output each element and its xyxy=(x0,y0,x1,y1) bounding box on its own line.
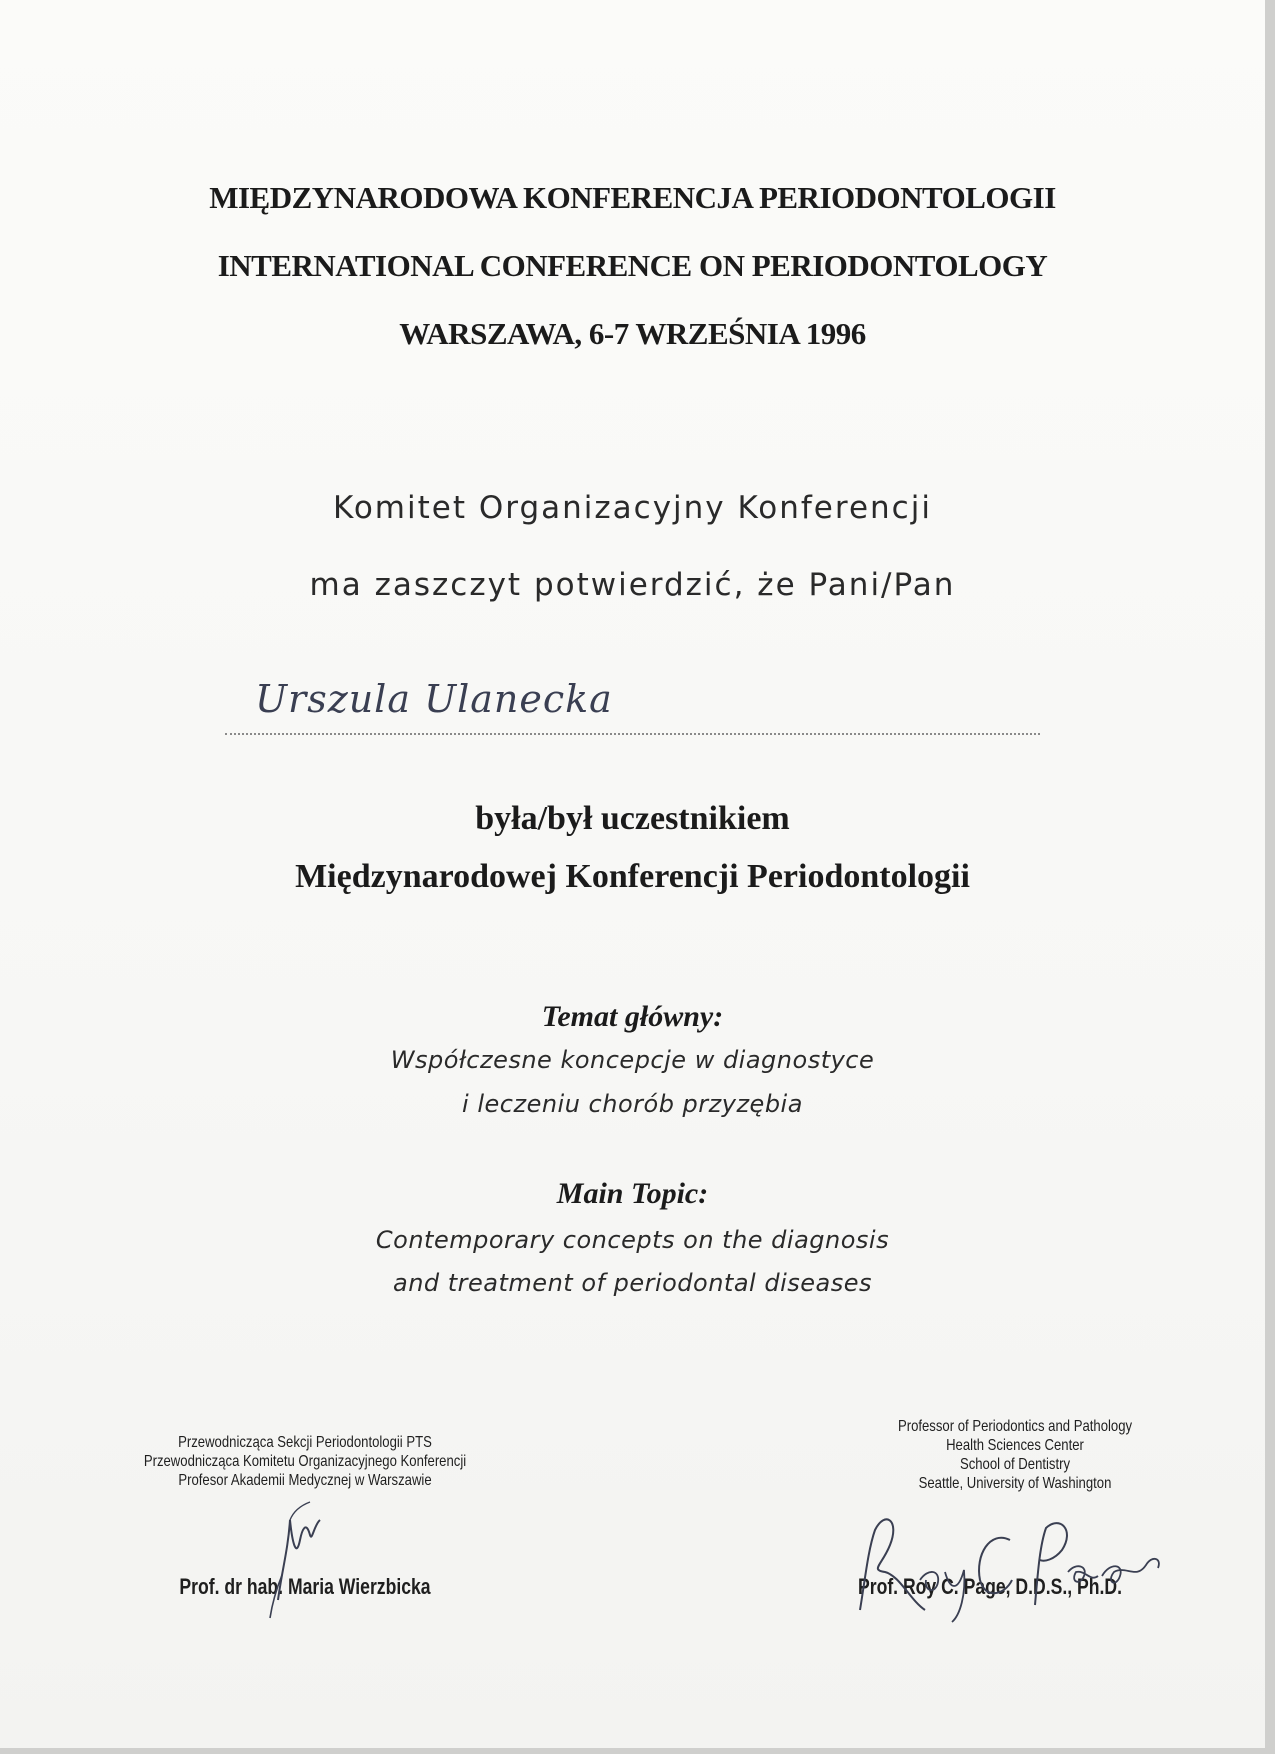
committee-line-1: Komitet Organizacyjny Konferencji xyxy=(333,490,932,526)
conference-title-pl: MIĘDZYNARODOWA KONFERENCJA PERIODONTOLOGII xyxy=(209,180,1056,215)
signature-right xyxy=(840,1510,1170,1630)
conference-name: Międzynarodowej Konferencji Periodontologii xyxy=(295,858,970,895)
topic-label-pl: Temat główny: xyxy=(541,1000,724,1033)
conference-date-place: WARSZAWA, 6-7 WRZEŚNIA 1996 xyxy=(399,316,866,351)
signatory-left-title-3: Profesor Akademii Medycznej w Warszawie xyxy=(178,1472,432,1489)
topic-text-pl-2: i leczeniu chorób przyzębia xyxy=(462,1090,803,1118)
topic-text-en-2: and treatment of periodontal diseases xyxy=(392,1269,872,1297)
signatory-right-title-1: Professor of Periodontics and Pathology xyxy=(897,1418,1133,1435)
signatory-right-name-block xyxy=(815,1574,1165,1600)
signatory-right-name: Prof. Roy C. Page, D.D.S., Ph.D. xyxy=(857,1574,1123,1599)
signatory-right xyxy=(810,1417,1220,1493)
participant-name: Urszula Ulanecka xyxy=(255,677,613,721)
signatory-right-title-4: Seattle, University of Washington xyxy=(918,1475,1112,1492)
signatory-left xyxy=(95,1433,515,1490)
committee-line-2: ma zaszczyt potwierdzić, że Pani/Pan xyxy=(309,567,956,603)
participant-status: była/był uczestnikiem xyxy=(475,800,790,837)
signatory-left-name: Prof. dr hab. Maria Wierzbicka xyxy=(179,1574,431,1599)
conference-title-en: INTERNATIONAL CONFERENCE ON PERIODONTOLOGY xyxy=(217,248,1048,283)
participant-name-line xyxy=(225,677,1040,735)
signatory-right-title-2: Health Sciences Center xyxy=(946,1437,1084,1454)
signatory-left-title-1: Przewodnicząca Sekcji Periodontologii PTS xyxy=(178,1434,432,1451)
scan-edge-bottom xyxy=(0,1748,1275,1754)
topic-label-en: Main Topic: xyxy=(556,1177,709,1210)
signatory-right-title-3: School of Dentistry xyxy=(959,1456,1071,1473)
scan-edge-right xyxy=(1265,0,1275,1754)
topic-text-en-1: Contemporary concepts on the diagnosis xyxy=(375,1226,890,1254)
signatory-left-name-block xyxy=(115,1574,495,1600)
signatory-left-title-2: Przewodnicząca Komitetu Organizacyjnego Konferencji xyxy=(143,1453,467,1470)
topic-text-pl-1: Współczesne koncepcje w diagnostyce xyxy=(390,1046,875,1074)
